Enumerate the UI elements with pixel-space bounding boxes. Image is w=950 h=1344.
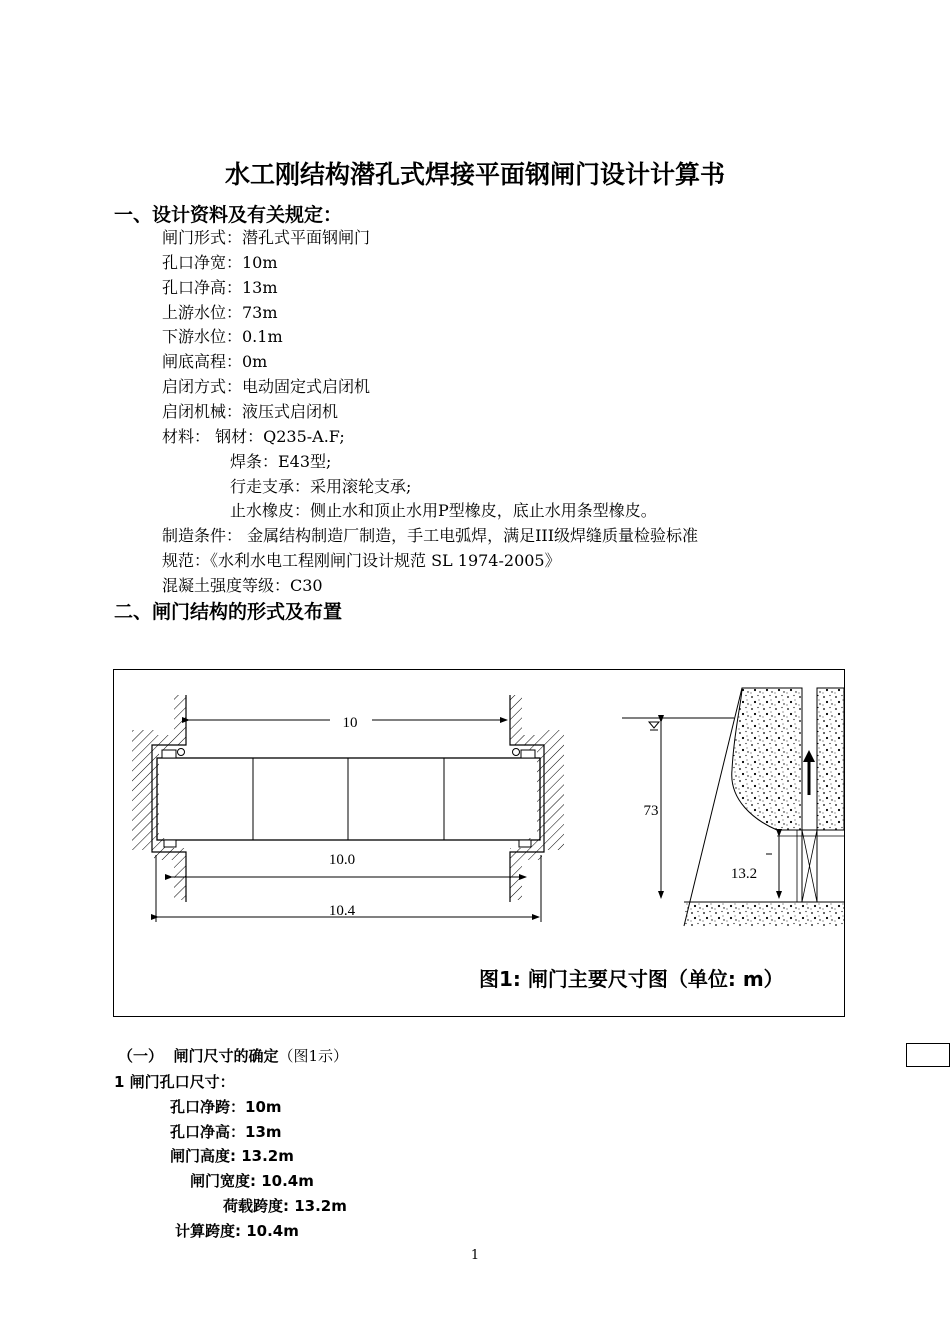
spec-line: 下游水位：0.1m [162, 327, 283, 346]
spec-line: 闸底高程：0m [162, 352, 268, 371]
dim-water-head: 73 [643, 803, 659, 819]
spec-line: 焊条：E43型; [230, 452, 332, 471]
spec-line: 止水橡皮：侧止水和顶止水用P型橡皮，底止水用条型橡皮。 [230, 501, 657, 520]
gate-dimension-figure [113, 669, 845, 1017]
item-gate-height: 闸门高度: 13.2m [170, 1147, 294, 1165]
document-title: 水工刚结构潜孔式焊接平面钢闸门设计计算书 [224, 160, 725, 189]
spec-line: 混凝土强度等级：C30 [162, 576, 323, 595]
subsection-label: （一） [118, 1047, 164, 1065]
spec-line: 材料： 钢材：Q235-A.F; [162, 427, 345, 446]
item-heading: 1 闸门孔口尺寸： [114, 1073, 235, 1091]
spec-line: 孔口净高：13m [162, 278, 278, 297]
dim-outer-width: 10.4 [328, 903, 356, 919]
spec-line: 制造条件： 金属结构制造厂制造，手工电弧焊，满足III级焊缝质量检验标准 [162, 526, 699, 545]
item-span: 孔口净跨：10m [170, 1098, 282, 1116]
item-height: 孔口净高：13m [170, 1123, 282, 1141]
dim-gate-height: 13.2 [730, 866, 758, 882]
margin-box [906, 1043, 950, 1067]
left-wall [132, 695, 186, 902]
spec-line: 上游水位：73m [162, 303, 278, 322]
gate-drawing [114, 670, 844, 1016]
section-1-heading: 一、设计资料及有关规定： [114, 204, 343, 226]
spec-line: 闸门形式：潜孔式平面钢闸门 [162, 228, 371, 247]
spec-line: 启闭方式：电动固定式启闭机 [162, 377, 371, 396]
gate-leaf [157, 749, 540, 848]
subsection-1-heading [118, 1045, 348, 1066]
subsection-note: （图1示） [278, 1047, 349, 1065]
item-gate-width: 闸门宽度: 10.4m [190, 1172, 314, 1190]
dim-inner-width: 10.0 [328, 852, 356, 868]
item-load-span: 荷载跨度: 13.2m [223, 1197, 347, 1215]
subsection-title: 闸门尺寸的确定 [173, 1047, 279, 1065]
spec-line: 启闭机械：液压式启闭机 [162, 402, 339, 421]
section-2-heading: 二、闸门结构的形式及布置 [114, 601, 343, 623]
spec-line: 规范：《水利水电工程刚闸门设计规范 SL 1974-2005》 [162, 551, 561, 570]
page-number: 1 [470, 1248, 480, 1263]
figure-caption: 图1: 闸门主要尺寸图（单位: m） [479, 967, 784, 991]
spec-line: 孔口净宽：10m [162, 253, 278, 272]
item-calc-span: 计算跨度: 10.4m [175, 1222, 299, 1240]
dim-top-width: 10 [342, 715, 358, 731]
right-wall [510, 695, 564, 902]
spec-line: 行走支承：采用滚轮支承; [230, 477, 412, 496]
